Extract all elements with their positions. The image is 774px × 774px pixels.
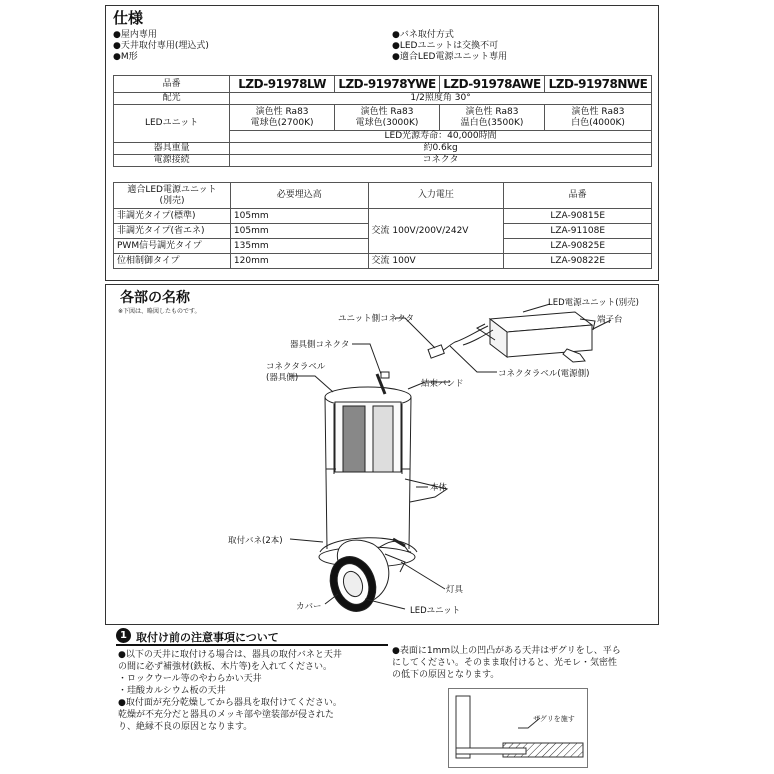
table-row bbox=[114, 93, 652, 105]
header-line: (別売) bbox=[159, 195, 185, 206]
zaguri-label: ザグリを施す bbox=[533, 715, 575, 723]
unit-type: 非調光タイプ(省エネ) bbox=[114, 224, 231, 239]
product-number: LZD-91978AWE bbox=[440, 76, 545, 93]
parts-diagram bbox=[105, 284, 659, 625]
caution-right-text bbox=[392, 645, 621, 681]
label-fixture-connector: 器具側コネクタ bbox=[290, 340, 350, 350]
unit-type: PWM信号調光タイプ bbox=[114, 239, 231, 254]
parts-subnote: ※下図は、略図したものです。 bbox=[118, 308, 201, 315]
unit-hinban: LZA-90822E bbox=[504, 254, 652, 269]
label-cover: カバー bbox=[296, 602, 322, 612]
label-spring: 取付バネ(2本) bbox=[228, 536, 283, 546]
unit-hinban: LZA-90815E bbox=[504, 209, 652, 224]
caution-line: ・珪酸カルシウム板の天井 bbox=[118, 686, 226, 696]
hole-height: 120mm bbox=[230, 254, 368, 269]
row-header: 品番 bbox=[114, 76, 230, 93]
row-header: LEDユニット bbox=[114, 105, 230, 143]
column-header: 入力電圧 bbox=[368, 183, 504, 209]
table-row bbox=[114, 183, 652, 209]
label-body: 本体 bbox=[430, 483, 448, 493]
unit-hinban: LZA-91108E bbox=[504, 224, 652, 239]
unit-hinban: LZA-90825E bbox=[504, 239, 652, 254]
label-unit-connector: ユニット側コネクタ bbox=[338, 314, 414, 324]
weight-value: 約0.6kg bbox=[230, 143, 652, 155]
fixture-drawing bbox=[319, 372, 447, 618]
input-voltage: 交流 100V bbox=[368, 254, 504, 269]
zaguri-diagram bbox=[448, 688, 588, 768]
label-power-unit: LED電源ユニット(別売) bbox=[548, 298, 639, 308]
label-band: 結束バンド bbox=[421, 379, 464, 389]
feature-item: ●バネ取付方式 bbox=[392, 30, 454, 40]
product-number: LZD-91978NWE bbox=[544, 76, 651, 93]
label-line: コネクタラベル bbox=[266, 362, 326, 372]
caution-number-badge: 1 bbox=[116, 628, 131, 643]
header-line: 適合LED電源ユニット bbox=[127, 184, 217, 195]
caution-header bbox=[116, 628, 388, 646]
column-header: 必要埋込高 bbox=[230, 183, 368, 209]
led-cell bbox=[544, 105, 651, 131]
connection-value: コネクタ bbox=[230, 155, 652, 167]
caution-line: ●以下の天井に取付ける場合は、器具の取付バネと天井 bbox=[118, 650, 342, 660]
product-number: LZD-91978YWE bbox=[335, 76, 440, 93]
feature-item: ●M形 bbox=[113, 52, 138, 62]
table-row bbox=[114, 143, 652, 155]
hole-height: 105mm bbox=[230, 224, 368, 239]
led-cell bbox=[440, 105, 545, 131]
feature-item: ●適合LED電源ユニット専用 bbox=[392, 52, 508, 62]
caution-left-text bbox=[118, 649, 342, 733]
table-row bbox=[114, 254, 652, 269]
table-row bbox=[114, 209, 652, 224]
table-row bbox=[114, 155, 652, 167]
color-temp: 電球色(2700K) bbox=[250, 117, 314, 128]
hole-height: 105mm bbox=[230, 209, 368, 224]
feature-item: ●屋内専用 bbox=[113, 30, 157, 40]
feature-item: ●LEDユニットは交換不可 bbox=[392, 41, 499, 51]
caution-line: の間に必ず補強材(鉄板、木片等)を入れてください。 bbox=[118, 662, 333, 672]
caution-line: 乾燥が不充分だと器具のメッキ部や塗装部が侵された bbox=[118, 710, 335, 720]
caution-line: にしてください。そのまま取付けると、光モレ・気密性 bbox=[392, 658, 618, 668]
unit-type: 位相制御タイプ bbox=[114, 254, 231, 269]
caution-line: ・ロックウール等のやわらかい天井 bbox=[118, 674, 262, 684]
row-header: 器具重量 bbox=[114, 143, 230, 155]
cri: 演色性 Ra83 bbox=[255, 106, 309, 117]
row-header: 配光 bbox=[114, 93, 230, 105]
label-lamp: 灯具 bbox=[446, 585, 464, 595]
label-line: (器具側) bbox=[266, 373, 299, 383]
column-header bbox=[114, 183, 231, 209]
unit-type: 非調光タイプ(標準) bbox=[114, 209, 231, 224]
color-temp: 白色(4000K) bbox=[571, 117, 625, 128]
label-connector-label-power: コネクタラベル(電源側) bbox=[498, 369, 590, 379]
cable-drawing bbox=[440, 326, 488, 352]
product-number: LZD-91978LW bbox=[230, 76, 335, 93]
cri: 演色性 Ra83 bbox=[360, 106, 414, 117]
input-voltage: 交流 100V/200V/242V bbox=[368, 209, 504, 254]
caution-line: ●取付面が充分乾燥してから器具を取付けてください。 bbox=[118, 698, 342, 708]
unit-connector-drawing bbox=[428, 345, 444, 358]
hole-height: 135mm bbox=[230, 239, 368, 254]
table-row bbox=[114, 105, 652, 131]
feature-item: ●天井取付専用(埋込式) bbox=[113, 41, 209, 51]
caution-line: の低下の原因となります。 bbox=[392, 670, 500, 680]
spec-table bbox=[113, 75, 652, 167]
led-life: LED光源寿命：40,000時間 bbox=[230, 131, 652, 143]
color-temp: 電球色(3000K) bbox=[355, 117, 419, 128]
caution-line: ●表面に1mm以上の凹凸がある天井はザグリをし、平ら bbox=[392, 646, 621, 656]
spec-features-left bbox=[113, 30, 209, 63]
parts-title: 各部の名称 bbox=[120, 290, 190, 306]
led-cell bbox=[335, 105, 440, 131]
led-cell bbox=[230, 105, 335, 131]
row-header: 電源接続 bbox=[114, 155, 230, 167]
spec-title: 仕様 bbox=[113, 9, 144, 27]
label-terminal: 端子台 bbox=[597, 315, 623, 325]
light-distribution: 1/2照度角 30° bbox=[230, 93, 652, 105]
caution-title: 取付け前の注意事項について bbox=[136, 631, 279, 644]
power-unit-drawing bbox=[477, 312, 595, 362]
cri: 演色性 Ra83 bbox=[465, 106, 519, 117]
caution-line: り、絶縁不良の原因となります。 bbox=[118, 722, 253, 732]
label-led-unit: LEDユニット bbox=[410, 606, 461, 616]
color-temp: 温白色(3500K) bbox=[460, 117, 524, 128]
table-row bbox=[114, 76, 652, 93]
cri: 演色性 Ra83 bbox=[571, 106, 625, 117]
power-unit-table bbox=[113, 182, 652, 269]
column-header: 品番 bbox=[504, 183, 652, 209]
spec-features-right bbox=[392, 30, 507, 63]
label-connector-label-fixture bbox=[266, 362, 325, 384]
